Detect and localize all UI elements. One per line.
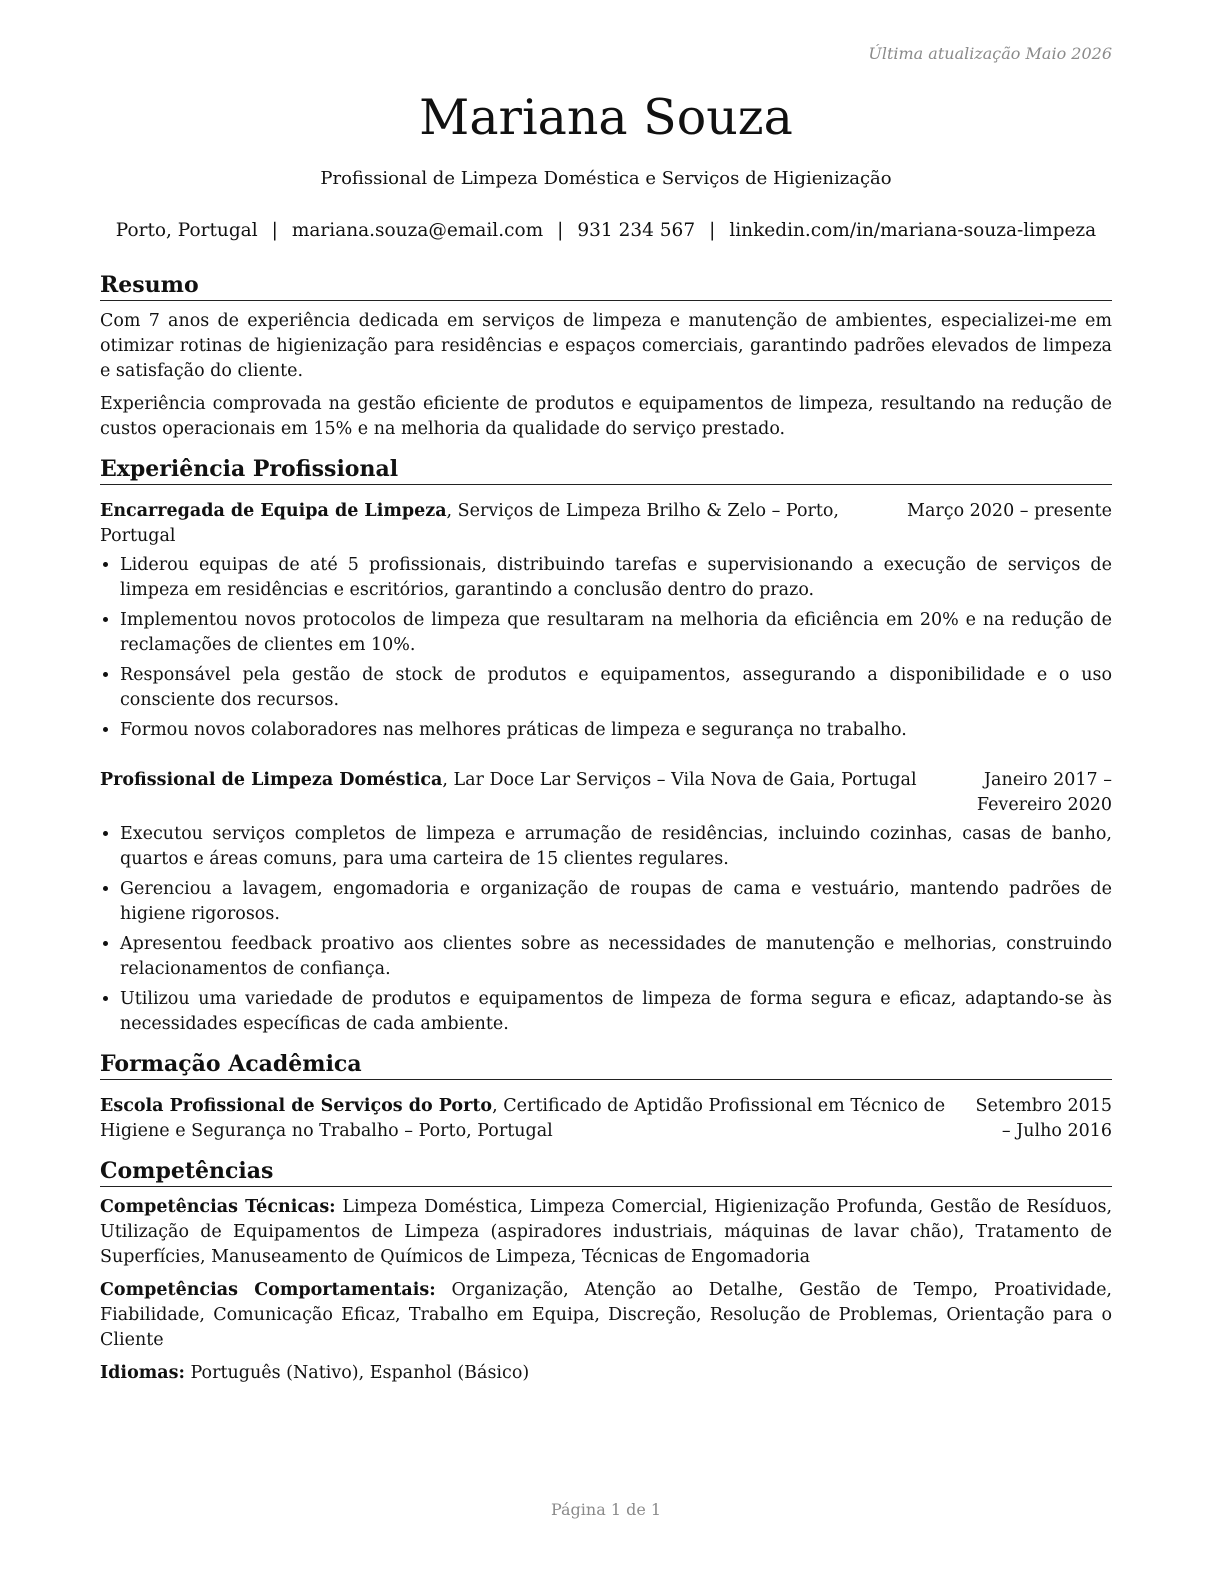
contact-location: Porto, Portugal <box>115 220 258 241</box>
education-school: Escola Profissional de Serviços do Porto <box>100 1096 493 1116</box>
experience-section <box>100 454 1112 1037</box>
job-header <box>100 768 1112 818</box>
job-bullet: • Apresentou feedback proativo aos clientes sobre as necessidades de manutenção e melhorias, construindo relacionamentos de confiança. <box>120 932 1112 982</box>
contact-line <box>100 220 1112 241</box>
job-title: Profissional de Limpeza Doméstica <box>100 770 443 790</box>
job-company: , Lar Doce Lar Serviços – Vila Nova de Gaia, Portugal <box>442 770 917 790</box>
skill-value: Português (Nativo), Espanhol (Básico) <box>184 1363 530 1383</box>
resume-content <box>100 270 1112 1398</box>
education-entry <box>100 1094 1112 1144</box>
last-updated: Última atualização Maio 2026 <box>868 44 1112 63</box>
skill-label: Competências Comportamentais: <box>100 1280 436 1300</box>
summary-paragraph: Com 7 anos de experiência dedicada em serviços de limpeza e manutenção de ambientes, especializei-me em otimizar rotinas de higienização para residências e espaços comerciais, garantindo padrões elevados de limpeza e satisfação do cliente. <box>100 311 1112 381</box>
contact-linkedin[interactable]: linkedin.com/in/mariana-souza-limpeza <box>729 220 1097 241</box>
education-heading: Formação Acadêmica <box>100 1049 1112 1080</box>
candidate-subtitle: Profissional de Limpeza Doméstica e Serviços de Higienização <box>320 168 892 189</box>
skill-label: Idiomas: <box>100 1363 185 1383</box>
job-dates: Março 2020 – presente <box>907 501 1112 521</box>
skill-label: Competências Técnicas: <box>100 1197 336 1217</box>
job-bullet: • Utilizou uma variedade de produtos e equipamentos de limpeza de forma segura e eficaz, adaptando-se às necessidades específicas de cada ambiente. <box>120 987 1112 1037</box>
job-bullet: • Responsável pela gestão de stock de produtos e equipamentos, assegurando a disponibilidade e o uso consciente dos recursos. <box>120 663 1112 713</box>
skill-line <box>100 1278 1112 1353</box>
skill-line <box>100 1195 1112 1270</box>
job-title: Encarregada de Equipa de Limpeza <box>100 501 447 521</box>
resume-page <box>100 0 1112 1584</box>
summary-paragraph: Experiência comprovada na gestão eficiente de produtos e equipamentos de limpeza, resultando na redução de custos operacionais em 15% e na melhoria da qualidade do serviço prestado. <box>100 394 1112 439</box>
job-bullet: • Liderou equipas de até 5 profissionais, distribuindo tarefas e supervisionando a execução de serviços de limpeza em residências e escritórios, garantindo a conclusão dentro do prazo. <box>120 553 1112 603</box>
education-section <box>100 1049 1112 1144</box>
experience-heading: Experiência Profissional <box>100 454 1112 485</box>
job-bullets <box>100 553 1112 743</box>
job-company: , Serviços de Limpeza Brilho & Zelo – Porto, Portugal <box>100 501 839 546</box>
contact-separator: | <box>271 220 278 241</box>
job-bullet: • Implementou novos protocolos de limpeza que resultaram na melhoria da eficiência em 20% e na redução de reclamações de clientes em 10%. <box>120 608 1112 658</box>
job-bullet: • Gerenciou a lavagem, engomadoria e organização de roupas de cama e vestuário, mantendo padrões de higiene rigorosos. <box>120 877 1112 927</box>
contact-separator: | <box>557 220 564 241</box>
skill-line <box>100 1361 1112 1386</box>
skill-value: Organização, Atenção ao Detalhe, Gestão de Tempo, Proatividade, Fiabilidade, Comunicação Eficaz, Trabalho em Equipa, Discreção, Resolução de Problemas, Orientação para o Cliente <box>100 1280 1112 1350</box>
contact-phone: 931 234 567 <box>577 220 696 241</box>
summary-heading: Resumo <box>100 270 1112 301</box>
page-number: Página 1 de 1 <box>550 1500 662 1519</box>
contact-separator: | <box>709 220 716 241</box>
skills-heading: Competências <box>100 1156 1112 1187</box>
skill-value: Limpeza Doméstica, Limpeza Comercial, Higienização Profunda, Gestão de Resíduos, Utilização de Equipamentos de Limpeza (aspiradores industriais, máquinas de lavar chão), Tratamento de Superfícies, Manuseamento de Químicos de Limpeza, Técnicas de Engomadoria <box>100 1197 1113 1267</box>
education-dates: Setembro 2015 – Julho 2016 <box>975 1096 1112 1141</box>
job-bullets <box>100 822 1112 1037</box>
skills-section <box>100 1156 1112 1386</box>
job-bullet: • Executou serviços completos de limpeza e arrumação de residências, incluindo cozinhas, casas de banho, quartos e áreas comuns, para uma carteira de 15 clientes regulares. <box>120 822 1112 872</box>
job-bullet: • Formou novos colaboradores nas melhores práticas de limpeza e segurança no trabalho. <box>120 718 1112 743</box>
education-detail: , Certificado de Aptidão Profissional em Técnico de Higiene e Segurança no Trabalho – Porto, Portugal <box>100 1096 946 1141</box>
candidate-name: Mariana Souza <box>419 89 793 146</box>
job-dates: Janeiro 2017 – Fevereiro 2020 <box>976 770 1112 815</box>
contact-email[interactable]: mariana.souza@email.com <box>291 220 544 241</box>
summary-section <box>100 270 1112 442</box>
job-header <box>100 499 1112 549</box>
